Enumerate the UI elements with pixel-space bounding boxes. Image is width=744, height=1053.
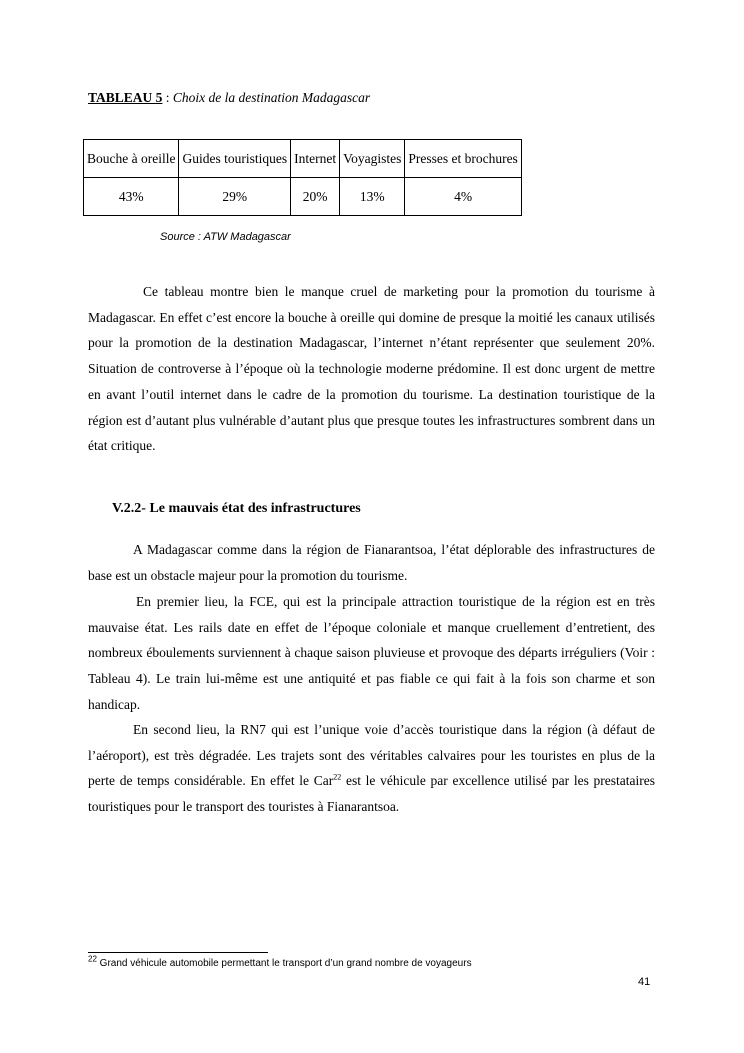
- footnote-number: 22: [88, 954, 97, 964]
- paragraph-fce-text: En premier lieu, la FCE, qui est la principale attraction touristique de la région est en très mauvaise état. Les rails date en effet de l’époque coloniale et manque cruellement d’entretient, des nombreux éboulements surviennent à chaque saison pluvieuse et provoque des départs irréguliers (Voir : Tableau 4). Le train lui-même est une antiquité et pas fiable ce qui fait à la fois son charme et son handicap.: [88, 594, 655, 712]
- table-caption: Choix de la destination Madagascar: [172, 90, 371, 105]
- table-row: [84, 178, 522, 216]
- table-header-cell: Bouche à oreille: [84, 140, 179, 178]
- table-cell: 13%: [340, 178, 405, 216]
- table-header-cell: Voyagistes: [340, 140, 405, 178]
- paragraph-table-analysis: Ce tableau montre bien le manque cruel de marketing pour la promotion du tourisme à Madagascar. En effet c’est encore la bouche à oreille qui domine de presque la moitié les canaux utilisés pour la promotion de la destination Madagascar, l’internet n’étant représenter que seulement 20%. Situation de controverse à l’époque où la technologie moderne prédomine. Il est donc urgent de mettre en avant l’outil internet dans le cadre de la promotion du tourisme. La destination touristique de la région est d’autant plus vulnérable d’autant plus que presque toutes les infrastructures sombrent dans un état critique.: [88, 284, 655, 454]
- footnote-reference: 22: [333, 772, 342, 782]
- paragraph-infrastructure-intro: A Madagascar comme dans la région de Fianarantsoa, l’état déplorable des infrastructures de base est un obstacle majeur pour la promotion du tourisme.: [88, 542, 655, 583]
- table-title-separator: :: [162, 90, 173, 105]
- paragraph-rn7-text-continued: est le véhicule par excellence utilisé par les prestataires touristiques pour le transport des touristes à Fianarantsoa.: [88, 773, 655, 815]
- footnote: [88, 954, 472, 969]
- table-cell: 43%: [84, 178, 179, 216]
- table-title: [88, 90, 370, 106]
- section-heading: V.2.2- Le mauvais état des infrastructures: [112, 501, 361, 516]
- table-cell: 20%: [291, 178, 340, 216]
- table-header-row: [84, 140, 522, 178]
- page-number: 41: [638, 976, 651, 988]
- table-cell: 4%: [405, 178, 521, 216]
- paragraph-rn7: [88, 717, 655, 820]
- destination-choice-table: [83, 139, 522, 216]
- table-header-cell: Presses et brochures: [405, 140, 521, 178]
- footnote-text: Grand véhicule automobile permettant le transport d’un grand nombre de voyageurs: [96, 958, 472, 969]
- table-label: TABLEAU 5: [88, 90, 163, 105]
- table-source: Source : ATW Madagascar: [160, 231, 291, 243]
- footnote-separator: [88, 952, 268, 953]
- table-header-cell: Guides touristiques: [179, 140, 291, 178]
- table-header-cell: Internet: [291, 140, 340, 178]
- paragraph-rn7-text: En second lieu, la RN7 qui est l’unique voie d’accès touristique dans la région (à défaut de l’aéroport), est très dégradée. Les trajets sont des véritables calvaires pour les touristes en plus de la perte de temps considérable. En effet le Car: [88, 722, 655, 789]
- paragraph-fce: [88, 589, 655, 718]
- table-cell: 29%: [179, 178, 291, 216]
